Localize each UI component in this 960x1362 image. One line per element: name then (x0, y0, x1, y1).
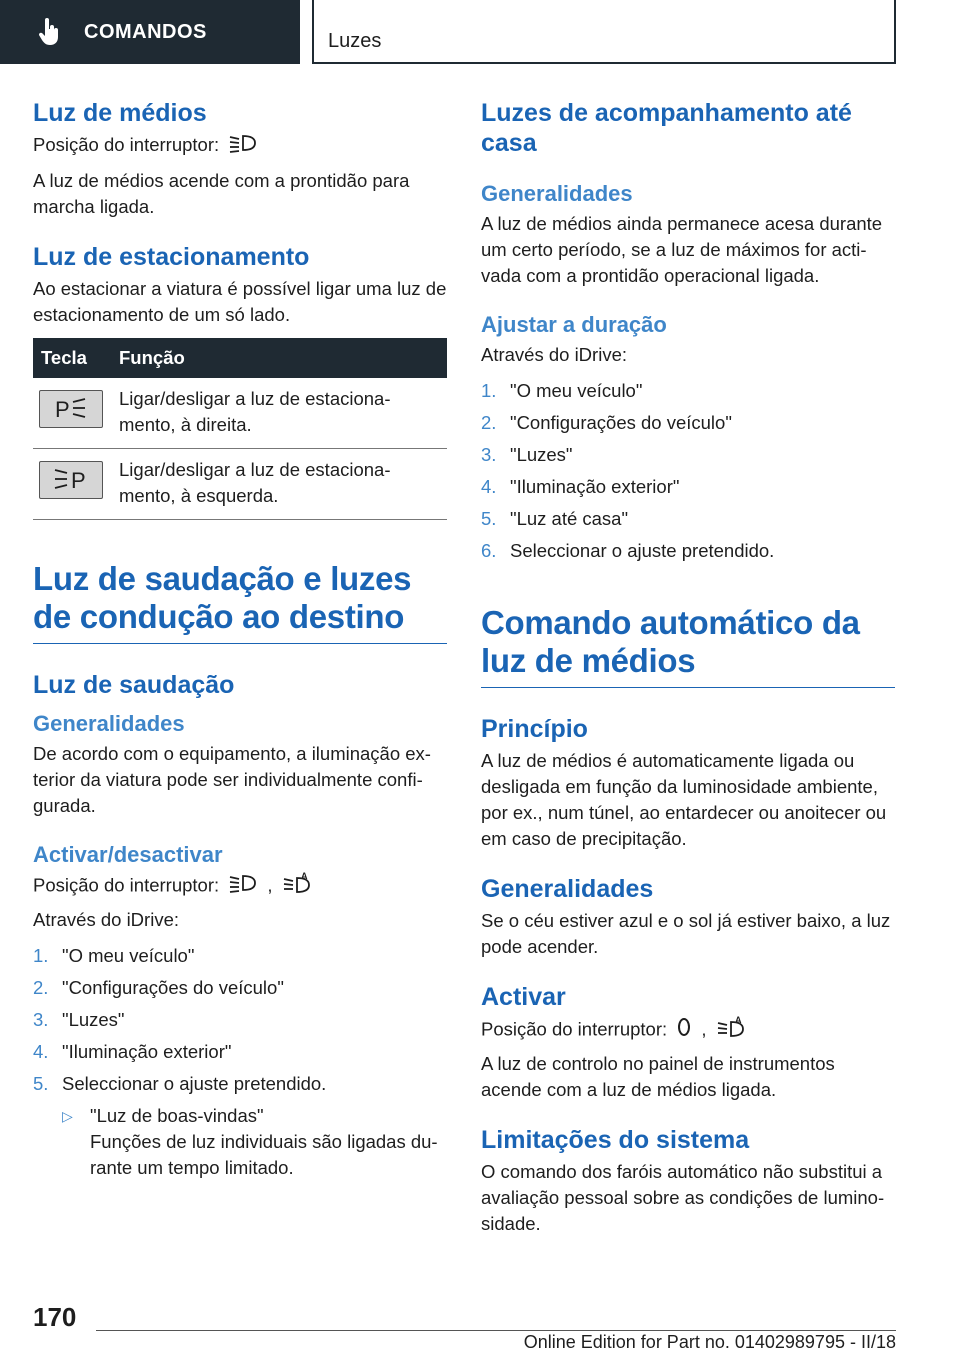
list-item: 2. "Configurações do veículo" (481, 412, 732, 433)
table-row (33, 448, 447, 519)
parking-light-text: Ao estacionar a viatura é possível ligar uma luz de estacionamento de um só lado. (33, 277, 447, 325)
separator: , (267, 874, 273, 895)
parking-light-left-icon (51, 467, 91, 493)
principle-heading: Princípio (481, 715, 588, 743)
follow-me-general-text: A luz de médios ainda permanece acesa durante um certo período, se a luz de máximos for acti-vada com a prontidão operacional ligada. (481, 213, 883, 286)
list-item: 5. Seleccionar o ajuste pretendido. (33, 1072, 327, 1094)
list-item: 1. "O meu veículo" (481, 380, 643, 401)
separator: , (701, 1018, 707, 1040)
welcome-bullet-desc: Funções de luz individuais são ligadas du-rante um tempo limitado. (90, 1130, 438, 1178)
welcome-light-main-heading: Luz de saudação e luzes de condução ao destino (33, 560, 447, 644)
low-beam-text: A luz de médios acende com a prontidão para marcha ligada. (33, 169, 410, 217)
footer-edition: Online Edition for Part no. 01402989795 - II/18 (523, 1332, 896, 1352)
table-row (33, 378, 447, 449)
list-item: 2. "Configurações do veículo" (33, 976, 284, 998)
svg-text:A: A (300, 871, 308, 881)
chapter-title: Luzes (328, 30, 382, 52)
svg-text:P: P (55, 396, 70, 422)
svg-text:A: A (734, 1016, 742, 1025)
table-header-key: Tecla (33, 338, 111, 378)
welcome-general-text: De acordo com o equipamento, a iluminação ex-terior da viatura pode ser individualmente confi-gurada. (33, 742, 431, 816)
switch-position-label: Posição do interruptor: (33, 134, 220, 155)
automatic-headlight-icon (282, 872, 312, 901)
low-beam-heading: Luz de médios (33, 99, 207, 127)
adjust-via-idrive: Através do iDrive: (481, 344, 627, 365)
page-number: 170 (33, 1302, 77, 1332)
automatic-headlight-icon (716, 1016, 746, 1045)
welcome-switch-position (33, 872, 447, 901)
table-cell-function: Ligar/desligar a luz de estaciona-mento, à direita. (111, 378, 447, 449)
table-cell-function: Ligar/desligar a luz de estaciona-mento, à esquerda. (111, 448, 447, 519)
system-limits-text: O comando dos faróis automático não substitui a avaliação pessoal sobre as condições de lumino-sidade. (481, 1161, 885, 1234)
chapter-tab (312, 0, 896, 64)
list-item: 6. Seleccionar o ajuste pretendido. (481, 540, 775, 561)
adjust-duration-heading: Ajustar a duração (481, 312, 667, 337)
auto-headlight-main-heading: Comando automático da luz de médios (481, 604, 895, 688)
right-column (481, 98, 895, 1253)
follow-me-steps-list (481, 378, 895, 564)
welcome-bullet-item (33, 1103, 447, 1129)
switch-position-label: Posição do interruptor: (481, 1018, 668, 1040)
welcome-general-heading: Generalidades (33, 710, 185, 736)
switch-position-zero-icon (676, 1016, 692, 1045)
activate-heading: Activar (481, 983, 566, 1011)
low-beam-switch-position (33, 132, 447, 160)
parking-light-table (33, 338, 447, 520)
section-title: COMANDOS (84, 20, 207, 43)
list-item: 5. "Luz até casa" (481, 508, 629, 529)
switch-position-label: Posição do interruptor: (33, 874, 220, 895)
parking-light-right-button[interactable] (39, 390, 103, 428)
system-limits-heading: Limitações do sistema (481, 1126, 750, 1154)
welcome-light-heading: Luz de saudação (33, 670, 235, 699)
footer-divider (96, 1330, 896, 1331)
welcome-activate-heading: Activar/desactivar (33, 841, 223, 867)
parking-light-right-icon (51, 396, 91, 422)
table-header-function: Função (111, 338, 447, 378)
list-item: 1. "O meu veículo" (33, 944, 195, 966)
parking-light-left-button[interactable] (39, 461, 103, 499)
principle-text: A luz de médios é automaticamente ligada ou desligada em função da luminosidade ambiente, por ex., num túnel, ao entardecer ou anoitecer ou em caso de precipitação. (481, 750, 887, 849)
list-item: 3. "Luzes" (33, 1008, 125, 1030)
bullet-label: "Luz de boas-vindas" (90, 1104, 264, 1126)
list-item: 4. "Iluminação exterior" (33, 1040, 232, 1062)
left-column (33, 98, 447, 1197)
section-tab (0, 0, 300, 64)
general-text: Se o céu estiver azul e o sol já estiver baixo, a luz pode acender. (481, 910, 891, 957)
list-item: 3. "Luzes" (481, 444, 573, 465)
welcome-steps-list (33, 943, 447, 1097)
low-beam-icon (228, 873, 258, 900)
list-item: 4. "Iluminação exterior" (481, 476, 680, 497)
general-heading: Generalidades (481, 875, 654, 903)
svg-text:P: P (71, 467, 86, 493)
follow-me-general-heading: Generalidades (481, 181, 633, 206)
welcome-via-idrive: Através do iDrive: (33, 908, 179, 930)
activate-switch-position (481, 1016, 895, 1045)
low-beam-icon (228, 133, 258, 160)
hand-pointer-icon (36, 17, 62, 47)
triangle-bullet-icon: ▷ (62, 1107, 73, 1124)
parking-light-heading: Luz de estacionamento (33, 242, 310, 271)
activate-text: A luz de controlo no painel de instrumentos acende com a luz de médios ligada. (481, 1053, 835, 1100)
follow-me-home-heading: Luzes de acompanhamento até casa (481, 99, 852, 157)
